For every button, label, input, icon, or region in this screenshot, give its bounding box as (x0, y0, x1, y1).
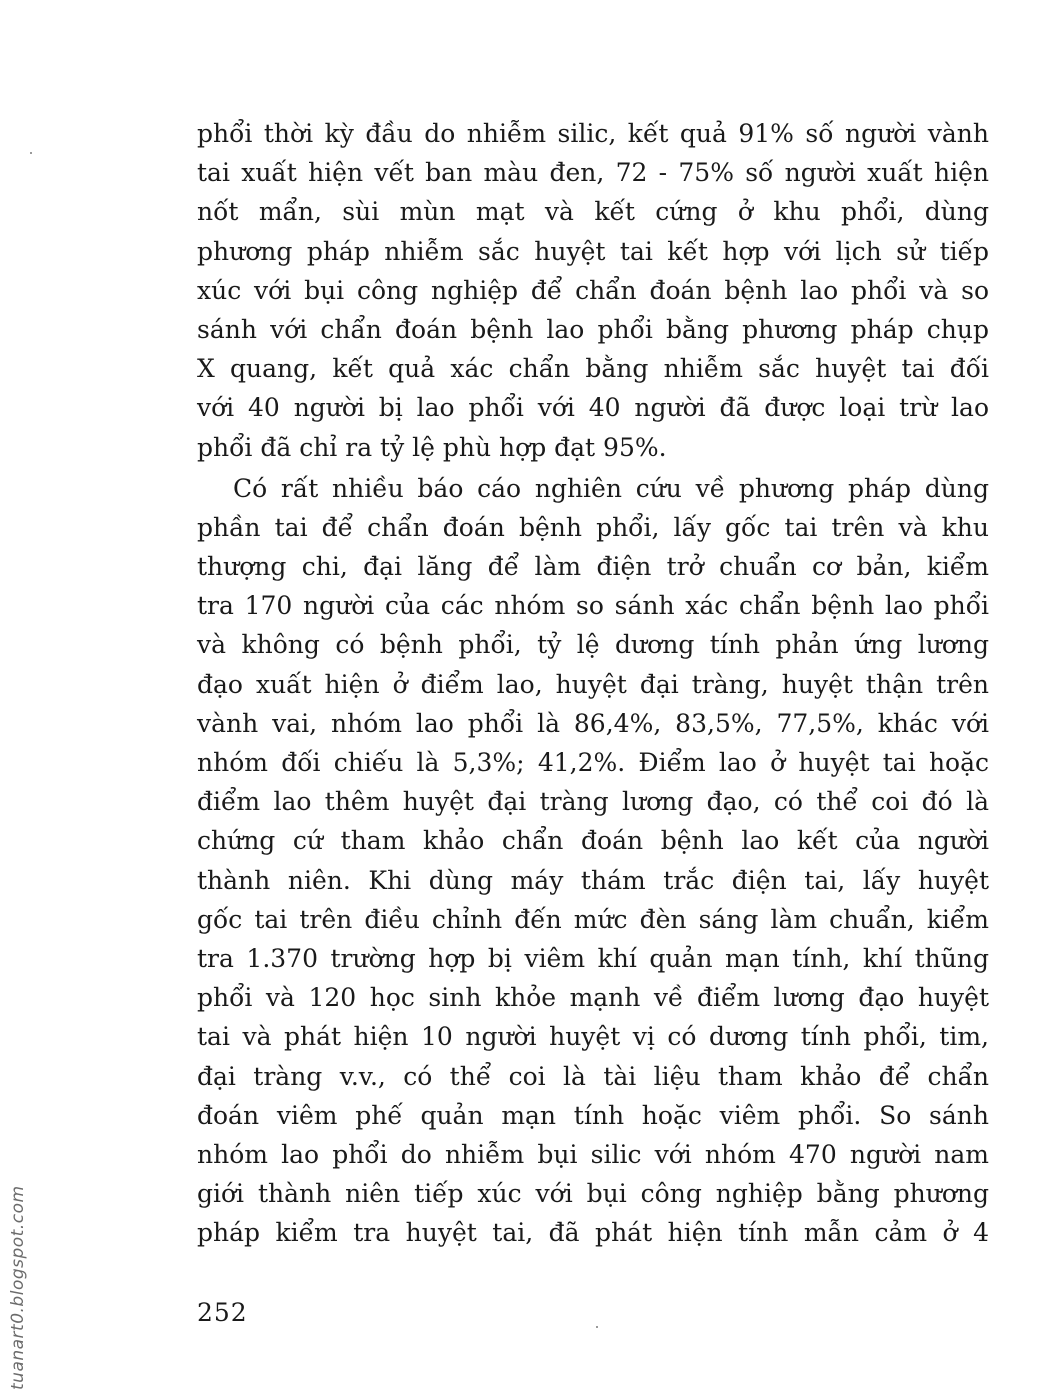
text-line: vành vai, nhóm lao phổi là 86,4%, 83,5%, 77,5%, khác với (197, 708, 989, 738)
body-text (197, 114, 989, 1252)
text-line: gốc tai trên điều chỉnh đến mức đèn sáng làm chuẩn, kiểm (197, 904, 989, 934)
scan-speck (30, 152, 32, 154)
blog-watermark: tuanart0.blogspot.com (8, 1185, 28, 1390)
text-line: tai xuất hiện vết ban màu đen, 72 - 75% số người xuất hiện (197, 158, 989, 188)
text-line: X quang, kết quả xác chẩn bằng nhiễm sắc huyệt tai đối (197, 354, 989, 384)
text-line: tai và phát hiện 10 người huyệt vị có dương tính phổi, tim, (197, 1022, 989, 1052)
page-number: 252 (197, 1298, 248, 1327)
text-line: tra 170 người của các nhóm so sánh xác chẩn bệnh lao phổi (197, 591, 989, 621)
text-line: sánh với chẩn đoán bệnh lao phổi bằng phương pháp chụp (197, 314, 989, 344)
text-line: xúc với bụi công nghiệp để chẩn đoán bệnh lao phổi và so (197, 275, 989, 305)
paragraph-2 (197, 469, 989, 1253)
text-line: thượng chi, đại lăng để làm điện trở chuẩn cơ bản, kiểm (197, 552, 989, 582)
text-line: nốt mẩn, sùi mùn mạt và kết cứng ở khu phổi, dùng (197, 197, 989, 227)
text-line: phương pháp nhiễm sắc huyệt tai kết hợp với lịch sử tiếp (197, 236, 989, 266)
text-line: đại tràng v.v., có thể coi là tài liệu tham khảo để chẩn (197, 1061, 989, 1091)
text-line: với 40 người bị lao phổi với 40 người đã được loại trừ lao (197, 393, 989, 423)
text-line: Có rất nhiều báo cáo nghiên cứu về phương pháp dùng (233, 473, 989, 503)
paragraph-1 (197, 114, 989, 467)
text-line: đạo xuất hiện ở điểm lao, huyệt đại tràng, huyệt thận trên (197, 669, 989, 699)
text-line: tra 1.370 trường hợp bị viêm khí quản mạn tính, khí thũng (197, 943, 989, 973)
text-line: đoán viêm phế quản mạn tính hoặc viêm phổi. So sánh (197, 1100, 989, 1130)
text-line: phổi thời kỳ đầu do nhiễm silic, kết quả 91% số người vành (197, 119, 989, 148)
text-line: điểm lao thêm huyệt đại tràng lương đạo, có thể coi đó là (197, 787, 989, 817)
text-line: nhóm đối chiếu là 5,3%; 41,2%. Điểm lao ở huyệt tai hoặc (197, 748, 989, 777)
text-line: phần tai để chẩn đoán bệnh phổi, lấy gốc tai trên và khu (197, 512, 989, 542)
text-line: chứng cứ tham khảo chẩn đoán bệnh lao kết của người (197, 826, 989, 856)
text-line: và không có bệnh phổi, tỷ lệ dương tính phản ứng lương (197, 630, 989, 660)
scan-speck (596, 1326, 598, 1328)
text-line: nhóm lao phổi do nhiễm bụi silic với nhóm 470 người nam (197, 1139, 989, 1169)
text-line: giới thành niên tiếp xúc với bụi công nghiệp bằng phương (197, 1179, 989, 1209)
text-line: thành niên. Khi dùng máy thám trắc điện tai, lấy huyệt (197, 865, 989, 895)
text-line: phổi đã chỉ ra tỷ lệ phù hợp đạt 95%. (197, 432, 667, 462)
text-line: phổi và 120 học sinh khỏe mạnh về điểm lương đạo huyệt (197, 983, 989, 1013)
text-line: pháp kiểm tra huyệt tai, đã phát hiện tính mẫn cảm ở 4 (197, 1218, 989, 1248)
